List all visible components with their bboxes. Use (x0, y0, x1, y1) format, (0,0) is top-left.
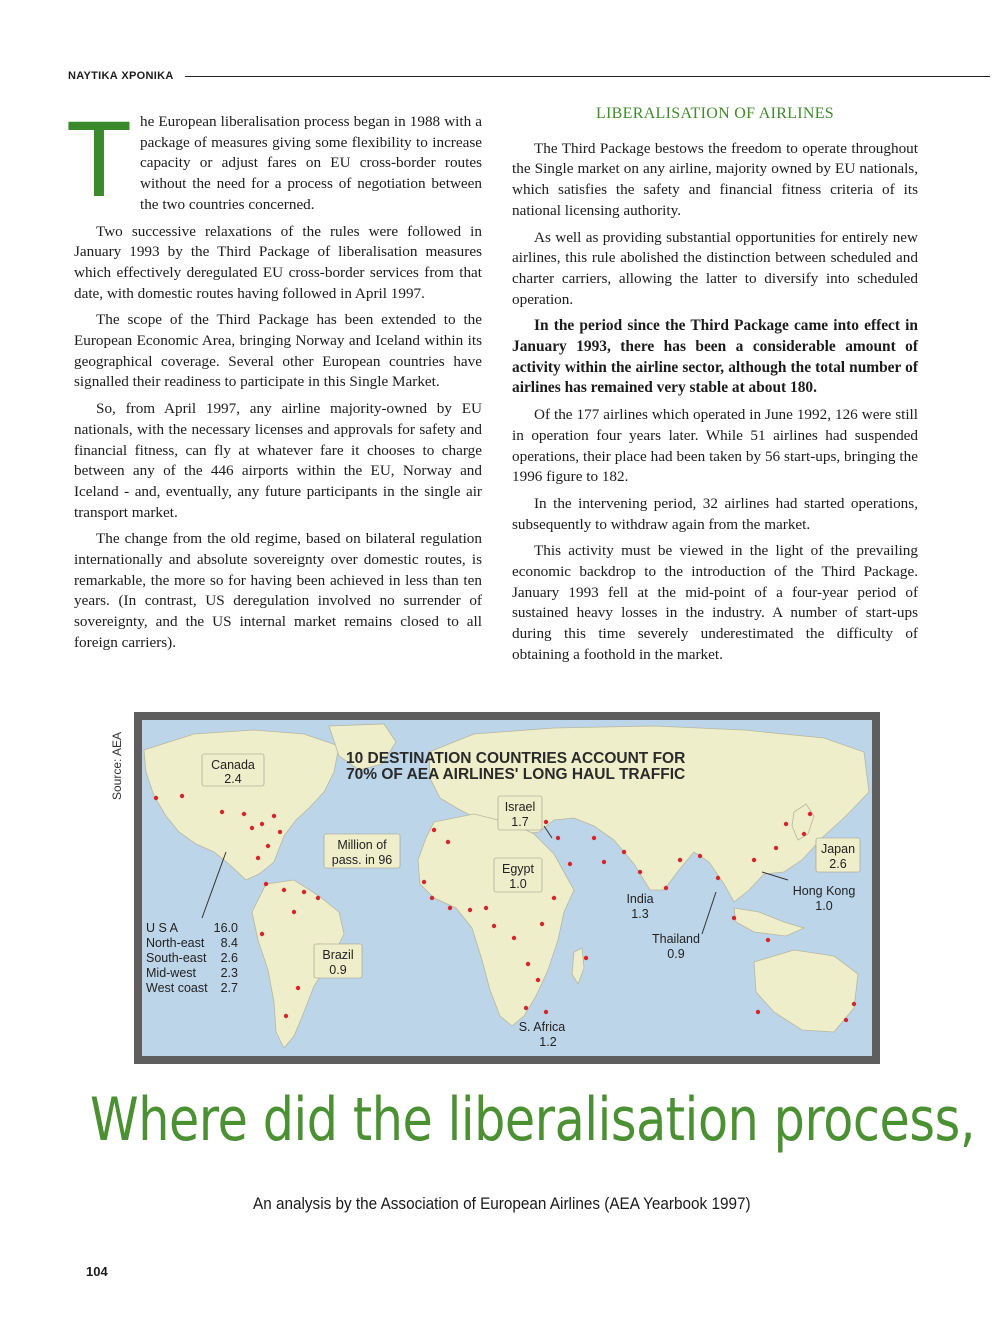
usa-total-name: U S A (146, 921, 178, 935)
world-map-figure (134, 712, 880, 1064)
bold-paragraph: In the period since the Third Package came into effect in January 1993, there has been a considerable amount of activity within the airline sector, although the total number of airlines has remained very stable at about 180. (512, 317, 918, 397)
paragraph: As well as providing substantial opportunities for entirely new airlines, this rule abolished the distinction between scheduled and charter carriers, allowing the latter to diversify into scheduled operation. (512, 228, 918, 308)
airport-dot (716, 876, 720, 880)
safrica-value: 1.2 (539, 1035, 557, 1049)
left-column (66, 98, 482, 660)
airport-dot (266, 844, 270, 848)
right-column (512, 104, 918, 672)
map-title-line2: 70% OF AEA AIRLINES' LONG HAUL TRAFFIC (346, 766, 686, 783)
usa-westcoast-value: 2.7 (220, 981, 238, 995)
airport-dot (250, 826, 254, 830)
usa-southeast-value: 2.6 (220, 951, 238, 965)
airport-dot (524, 1006, 528, 1010)
thailand-name: Thailand (652, 932, 700, 946)
airport-dot (432, 828, 436, 832)
usa-midwest-value: 2.3 (220, 966, 238, 980)
airport-dot (180, 794, 184, 798)
airport-dot (592, 836, 596, 840)
airport-dot (678, 858, 682, 862)
map-title-line1: 10 DESTINATION COUNTRIES ACCOUNT FOR (346, 750, 686, 767)
airport-dot (446, 840, 450, 844)
airport-dot (664, 886, 668, 890)
paragraph: This activity must be viewed in the light of the prevailing economic backdrop to the introduction of the Third Package. January 1993 fell at the mid-point of a four-year period of sustained heavy losses in the industry. A number of start-ups during this time severely underestimated the difficulty of obtaining a foothold in the market. (512, 542, 918, 663)
israel-name: Israel (504, 800, 536, 814)
airport-dot (284, 1014, 288, 1018)
airport-dot (430, 896, 434, 900)
dropcap: T (66, 98, 132, 219)
brazil-name: Brazil (322, 948, 354, 962)
units-line1: Million of (337, 838, 387, 852)
headline: Where did the liberalisation process, (90, 1085, 976, 1155)
intro-paragraph (66, 98, 482, 219)
world-map (134, 712, 880, 1064)
airport-dot (256, 856, 260, 860)
airport-dot (852, 1002, 856, 1006)
airport-dot (766, 938, 770, 942)
usa-midwest-name: Mid-west (146, 966, 197, 980)
airport-dot (732, 916, 736, 920)
egypt-value: 1.0 (509, 877, 527, 891)
airport-dot (282, 888, 286, 892)
airport-dot (526, 962, 530, 966)
israel-value: 1.7 (511, 815, 529, 829)
units-line2: pass. in 96 (331, 853, 393, 867)
airport-dot (568, 862, 572, 866)
airport-dot (260, 822, 264, 826)
paragraph: The Third Package bestows the freedom to operate throughout the Single market on any airline, majority owned by EU nationals, which satisfies the safety and financial fitness criteria of its national licensing authority. (512, 139, 918, 219)
paragraph: So, from April 1997, any airline majority-owned by EU nationals, with the necessary licenses and approvals for safety and financial fitness, can fly at whatever fare it chooses to charge between any of the 446 airports within the EU, Norway and Iceland - and, eventually, any future participants in the single air transport market. (74, 400, 482, 521)
hongkong-name: Hong Kong (792, 884, 856, 898)
map-source: Source: AEA (110, 731, 124, 800)
japan-name: Japan (820, 842, 856, 856)
airport-dot (154, 796, 158, 800)
airport-dot (272, 814, 276, 818)
airport-dot (302, 890, 306, 894)
byline: An analysis by the Association of European Airlines (AEA Yearbook 1997) (253, 1194, 751, 1213)
airport-dot (544, 1010, 548, 1014)
usa-total-value: 16.0 (213, 921, 238, 935)
airport-dot (316, 896, 320, 900)
airport-dot (756, 1010, 760, 1014)
airport-dot (784, 822, 788, 826)
header-rule (185, 76, 990, 77)
running-header: ΝΑΥΤΙΚΑ ΧΡΟΝΙΚΑ (68, 70, 174, 82)
thailand-value: 0.9 (667, 947, 685, 961)
airport-dot (260, 932, 264, 936)
airport-dot (296, 986, 300, 990)
airport-dot (278, 830, 282, 834)
airport-dot (602, 860, 606, 864)
airport-dot (484, 906, 488, 910)
airport-dot (556, 836, 560, 840)
airport-dot (422, 880, 426, 884)
paragraph: Of the 177 airlines which operated in June 1992, 126 were still in operation four years later. While 51 airlines had suspended operations, their place had been taken by 56 start-ups, bringing the 1996 figure to 182. (512, 406, 918, 486)
airport-dot (584, 956, 588, 960)
egypt-name: Egypt (502, 862, 534, 876)
paragraph: Two successive relaxations of the rules were followed in January 1993 by the Third Package of liberalisation measures which effectively deregulated EU cross-border services from that date, with domestic routes having followed in April 1997. (74, 222, 482, 302)
airport-dot (448, 906, 452, 910)
intro-text: he European liberalisation process began in 1988 with a package of measures giving some flexibility to increase capacity or adjust fares on EU cross-border routes without the need for a process of negotiation between the two countries concerned. (139, 113, 482, 213)
airport-dot (468, 908, 472, 912)
section-title: LIBERALISATION OF AIRLINES (595, 105, 835, 122)
airport-dot (536, 978, 540, 982)
airport-dot (552, 896, 556, 900)
canada-value: 2.4 (224, 772, 242, 786)
airport-dot (540, 922, 544, 926)
airport-dot (774, 846, 778, 850)
usa-westcoast-name: West coast (146, 981, 208, 995)
paragraph: The scope of the Third Package has been extended to the European Economic Area, bringing Norway and Iceland within its geographical coverage. Several other European countries have signalled their readiness to participate in this Single Market. (74, 311, 482, 391)
airport-dot (544, 820, 548, 824)
airport-dot (808, 812, 812, 816)
airport-dot (492, 924, 496, 928)
usa-northeast-name: North-east (146, 936, 205, 950)
hongkong-value: 1.0 (815, 899, 833, 913)
airport-dot (638, 870, 642, 874)
airport-dot (802, 832, 806, 836)
usa-northeast-value: 8.4 (220, 936, 238, 950)
airport-dot (844, 1018, 848, 1022)
airport-dot (512, 936, 516, 940)
airport-dot (752, 858, 756, 862)
airport-dot (220, 810, 224, 814)
paragraph: In the intervening period, 32 airlines had started operations, subsequently to withdraw again from the market. (512, 494, 918, 533)
usa-southeast-name: South-east (146, 951, 207, 965)
airport-dot (698, 854, 702, 858)
paragraph: The change from the old regime, based on bilateral regulation internationally and absolute sovereignty over domestic routes, is remarkable, the more so for having been achieved in less than ten years. (In contrast, US deregulation involved no surrender of sovereignty, and the US internal market remains closed to all foreign carriers). (74, 530, 482, 651)
airport-dot (242, 812, 246, 816)
safrica-name: S. Africa (518, 1020, 566, 1034)
canada-name: Canada (211, 758, 255, 772)
airport-dot (292, 910, 296, 914)
brazil-value: 0.9 (329, 963, 347, 977)
india-name: India (626, 892, 654, 906)
japan-value: 2.6 (829, 857, 847, 871)
airport-dot (622, 850, 626, 854)
india-value: 1.3 (631, 907, 649, 921)
page-number: 104 (86, 1264, 108, 1279)
airport-dot (264, 882, 268, 886)
